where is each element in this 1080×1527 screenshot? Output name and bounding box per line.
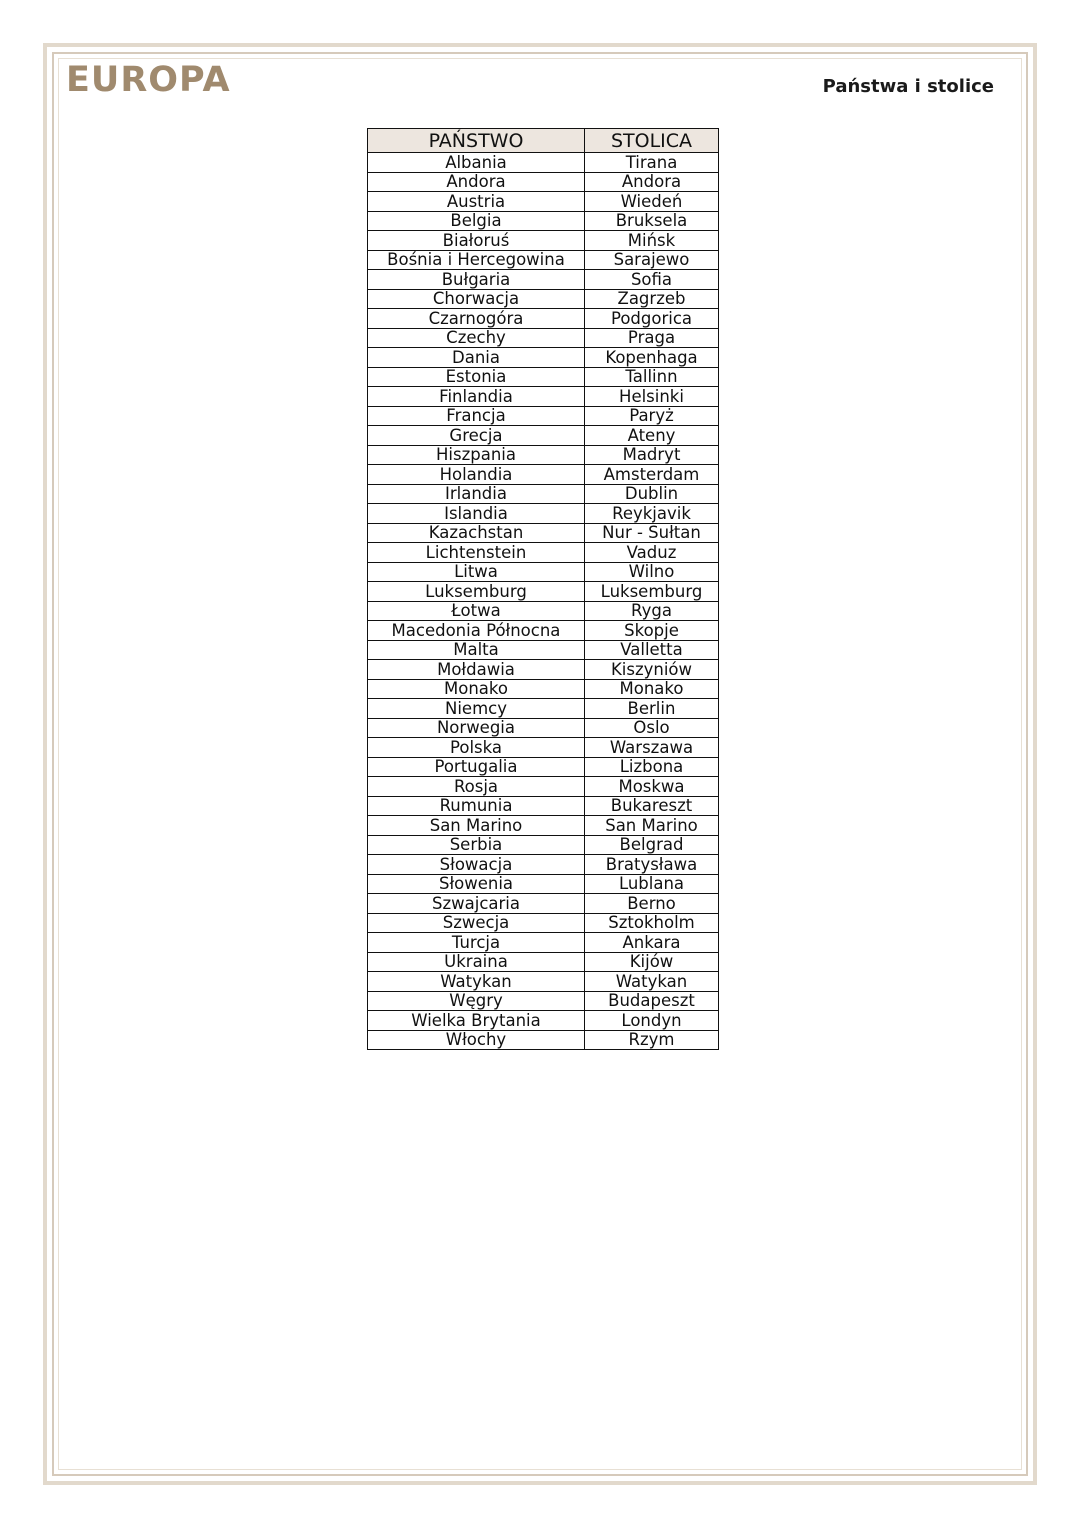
country-cell: Malta — [368, 640, 585, 660]
country-cell: Turcja — [368, 933, 585, 953]
country-cell: Bośnia i Hercegowina — [368, 250, 585, 270]
capital-cell: Oslo — [585, 718, 719, 738]
country-cell: Estonia — [368, 367, 585, 387]
table-row — [368, 523, 719, 543]
capital-cell: Tirana — [585, 153, 719, 173]
capital-cell: Zagrzeb — [585, 289, 719, 309]
country-cell: Holandia — [368, 465, 585, 485]
table-row — [368, 777, 719, 797]
country-cell: Dania — [368, 348, 585, 368]
country-cell: Monako — [368, 679, 585, 699]
table-row — [368, 192, 719, 212]
capital-cell: Berlin — [585, 699, 719, 719]
country-cell: Litwa — [368, 562, 585, 582]
capital-cell: Sofia — [585, 270, 719, 290]
capital-cell: Paryż — [585, 406, 719, 426]
country-cell: Lichtenstein — [368, 543, 585, 563]
capital-cell: San Marino — [585, 816, 719, 836]
capital-cell: Belgrad — [585, 835, 719, 855]
country-cell: Serbia — [368, 835, 585, 855]
table-row — [368, 328, 719, 348]
country-cell: Rumunia — [368, 796, 585, 816]
table-row — [368, 640, 719, 660]
table-row — [368, 270, 719, 290]
capital-cell: Podgorica — [585, 309, 719, 329]
country-cell: Wielka Brytania — [368, 1011, 585, 1031]
capital-cell: Budapeszt — [585, 991, 719, 1011]
capital-cell: Londyn — [585, 1011, 719, 1031]
table-row — [368, 952, 719, 972]
capital-cell: Warszawa — [585, 738, 719, 758]
table-row — [368, 153, 719, 173]
table-row — [368, 543, 719, 563]
capital-cell: Kopenhaga — [585, 348, 719, 368]
table-row — [368, 718, 719, 738]
country-cell: Kazachstan — [368, 523, 585, 543]
table-row — [368, 406, 719, 426]
capital-cell: Dublin — [585, 484, 719, 504]
country-cell: Ukraina — [368, 952, 585, 972]
country-cell: Białoruś — [368, 231, 585, 251]
capital-cell: Mińsk — [585, 231, 719, 251]
table-row — [368, 309, 719, 329]
table-row — [368, 465, 719, 485]
country-cell: Szwajcaria — [368, 894, 585, 914]
capital-cell: Valletta — [585, 640, 719, 660]
country-cell: Luksemburg — [368, 582, 585, 602]
capital-cell: Monako — [585, 679, 719, 699]
capital-cell: Nur - Sułtan — [585, 523, 719, 543]
table-row — [368, 991, 719, 1011]
capital-cell: Kijów — [585, 952, 719, 972]
capital-cell: Reykjavik — [585, 504, 719, 524]
column-header-capital: STOLICA — [585, 129, 719, 153]
capital-cell: Vaduz — [585, 543, 719, 563]
country-cell: Węgry — [368, 991, 585, 1011]
table-row — [368, 348, 719, 368]
page-subtitle: Państwa i stolice — [822, 76, 994, 97]
table-row — [368, 601, 719, 621]
table-row — [368, 933, 719, 953]
table-body — [368, 153, 719, 1050]
country-cell: Macedonia Północna — [368, 621, 585, 641]
table-row — [368, 211, 719, 231]
country-cell: Szwecja — [368, 913, 585, 933]
capital-cell: Andora — [585, 172, 719, 192]
table-row — [368, 835, 719, 855]
country-cell: Mołdawia — [368, 660, 585, 680]
country-cell: Grecja — [368, 426, 585, 446]
table-row — [368, 582, 719, 602]
table-row — [368, 679, 719, 699]
capital-cell: Skopje — [585, 621, 719, 641]
capital-cell: Ryga — [585, 601, 719, 621]
table-row — [368, 445, 719, 465]
capital-cell: Moskwa — [585, 777, 719, 797]
capital-cell: Sarajewo — [585, 250, 719, 270]
capital-cell: Watykan — [585, 972, 719, 992]
table-row — [368, 660, 719, 680]
capital-cell: Luksemburg — [585, 582, 719, 602]
table-row — [368, 874, 719, 894]
country-cell: Portugalia — [368, 757, 585, 777]
table-row — [368, 562, 719, 582]
table-row — [368, 367, 719, 387]
country-cell: Irlandia — [368, 484, 585, 504]
table-row — [368, 855, 719, 875]
country-cell: Albania — [368, 153, 585, 173]
table-row — [368, 894, 719, 914]
capital-cell: Sztokholm — [585, 913, 719, 933]
capital-cell: Amsterdam — [585, 465, 719, 485]
country-cell: Czarnogóra — [368, 309, 585, 329]
capital-cell: Rzym — [585, 1030, 719, 1050]
country-cell: Islandia — [368, 504, 585, 524]
table-row — [368, 426, 719, 446]
table-row — [368, 1030, 719, 1050]
capital-cell: Praga — [585, 328, 719, 348]
country-cell: Bułgaria — [368, 270, 585, 290]
table-row — [368, 738, 719, 758]
capital-cell: Lublana — [585, 874, 719, 894]
table-row — [368, 972, 719, 992]
country-cell: Austria — [368, 192, 585, 212]
table-row — [368, 699, 719, 719]
capital-cell: Bukareszt — [585, 796, 719, 816]
table-row — [368, 504, 719, 524]
country-cell: Francja — [368, 406, 585, 426]
country-cell: Belgia — [368, 211, 585, 231]
capital-cell: Tallinn — [585, 367, 719, 387]
column-header-country: PAŃSTWO — [368, 129, 585, 153]
country-cell: Hiszpania — [368, 445, 585, 465]
capital-cell: Kiszyniów — [585, 660, 719, 680]
capital-cell: Ateny — [585, 426, 719, 446]
table-row — [368, 484, 719, 504]
capital-cell: Wilno — [585, 562, 719, 582]
table-row — [368, 621, 719, 641]
country-cell: Słowenia — [368, 874, 585, 894]
country-cell: Andora — [368, 172, 585, 192]
table-header-row — [368, 129, 719, 153]
capital-cell: Ankara — [585, 933, 719, 953]
country-cell: San Marino — [368, 816, 585, 836]
table-row — [368, 796, 719, 816]
capital-cell: Wiedeń — [585, 192, 719, 212]
countries-capitals-table — [367, 128, 719, 1050]
country-cell: Niemcy — [368, 699, 585, 719]
capital-cell: Berno — [585, 894, 719, 914]
country-cell: Chorwacja — [368, 289, 585, 309]
country-cell: Słowacja — [368, 855, 585, 875]
country-cell: Łotwa — [368, 601, 585, 621]
table-row — [368, 250, 719, 270]
table-row — [368, 816, 719, 836]
country-cell: Watykan — [368, 972, 585, 992]
capital-cell: Madryt — [585, 445, 719, 465]
table-row — [368, 387, 719, 407]
country-cell: Włochy — [368, 1030, 585, 1050]
table-row — [368, 913, 719, 933]
table-row — [368, 289, 719, 309]
country-cell: Finlandia — [368, 387, 585, 407]
capital-cell: Bruksela — [585, 211, 719, 231]
country-cell: Czechy — [368, 328, 585, 348]
page-title: EUROPA — [66, 60, 231, 100]
capital-cell: Bratysława — [585, 855, 719, 875]
capital-cell: Lizbona — [585, 757, 719, 777]
country-cell: Norwegia — [368, 718, 585, 738]
table-row — [368, 172, 719, 192]
table-row — [368, 1011, 719, 1031]
capital-cell: Helsinki — [585, 387, 719, 407]
table-row — [368, 231, 719, 251]
table-row — [368, 757, 719, 777]
country-cell: Rosja — [368, 777, 585, 797]
country-cell: Polska — [368, 738, 585, 758]
